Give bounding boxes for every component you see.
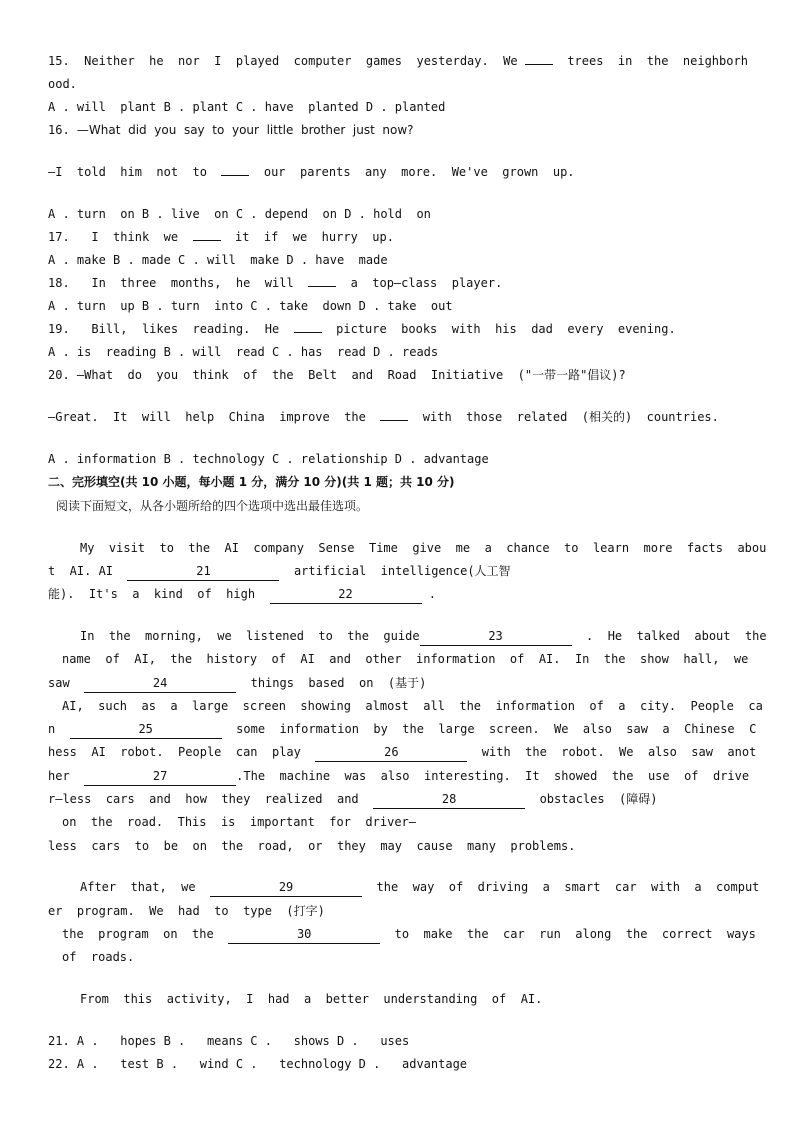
question-20-reply	[48, 408, 719, 426]
question-15-options: A . will plant B . plant C . have planted D . planted	[48, 100, 446, 114]
section-heading: 二、完形填空(共 10 小题，每小题 1 分，满分 10 分)(共 1 题；共 10 分)	[48, 475, 455, 489]
stem-text: trees in the neighborh	[567, 54, 748, 68]
passage-line	[48, 674, 426, 693]
question-number: 18.	[48, 276, 70, 290]
blank-26: 26	[315, 743, 467, 762]
stem-text: it if we hurry up.	[234, 230, 394, 244]
answer-blank	[294, 332, 322, 333]
passage-line: name of AI, the history of AI and other information of AI. In the show hall, we	[62, 652, 749, 666]
passage-line	[80, 627, 767, 646]
stem-text: —Great. It will help China improve the	[48, 410, 366, 424]
stem-text: I think we	[91, 230, 179, 244]
blank-22: 22	[270, 585, 422, 604]
question-number: 15.	[48, 54, 70, 68]
passage-line	[80, 878, 759, 897]
question-19-options: A . is reading B . will read C . has read D . reads	[48, 345, 439, 359]
passage-line	[48, 743, 756, 762]
question-17-options: A . make B . made C . will make D . have made	[48, 253, 388, 267]
passage-text: the program on the	[62, 927, 214, 941]
passage-line	[48, 767, 749, 786]
question-18-options: A . turn up B . turn into C . take down D . take out	[48, 299, 453, 313]
passage-text: things based on (基于)	[250, 676, 427, 690]
passage-line	[62, 925, 756, 944]
passage-text: In the morning, we listened to the guide	[80, 629, 420, 643]
passage-line	[48, 790, 658, 809]
passage-line: of roads.	[62, 950, 135, 964]
passage-text: some information by the large screen. We also saw a Chinese C	[236, 722, 757, 736]
passage-text: .	[428, 587, 436, 601]
question-number: 17.	[48, 230, 70, 244]
stem-text: a top—class player.	[350, 276, 503, 290]
blank-25: 25	[70, 720, 222, 739]
question-19-stem	[48, 320, 676, 338]
passage-text: . He talked about the	[586, 629, 767, 643]
passage-text: artificial intelligence(人工智	[293, 564, 511, 578]
stem-text: picture books with his dad every evening.	[336, 322, 676, 336]
passage-line: My visit to the AI company Sense Time give me a chance to learn more facts abou	[80, 541, 767, 555]
passage-text: n	[48, 722, 56, 736]
passage-text: her	[48, 769, 70, 783]
stem-text: our parents any more. We've grown up.	[263, 165, 575, 179]
question-16-options: A . turn on B . live on C . depend on D . hold on	[48, 207, 431, 221]
passage-text: to make the car run along the correct ways	[394, 927, 756, 941]
passage-line	[48, 585, 436, 604]
stem-text: —I told him not to	[48, 165, 207, 179]
passage-text: 能). It's a kind of high	[48, 587, 256, 601]
stem-text: with those related (相关的) countries.	[422, 410, 719, 424]
question-number: 16.	[48, 123, 70, 137]
passage-text: r—less cars and how they realized and	[48, 792, 359, 806]
question-16-stem	[48, 121, 414, 139]
question-20-options: A . information B . technology C . relationship D . advantage	[48, 452, 489, 466]
question-17-stem	[48, 228, 394, 246]
blank-30: 30	[228, 925, 380, 944]
passage-line	[48, 562, 511, 581]
stem-text: Neither he nor I played computer games yesterday. We	[84, 54, 518, 68]
answer-blank	[525, 64, 553, 65]
answer-blank	[221, 175, 249, 176]
section-instruction: 阅读下面短文，从各小题所给的四个选项中选出最佳选项。	[56, 499, 369, 513]
question-21-options: 21. A . hopes B . means C . shows D . uses	[48, 1034, 410, 1048]
question-20-stem	[48, 366, 626, 384]
passage-line: less cars to be on the road, or they may cause many problems.	[48, 839, 576, 853]
passage-text: with the robot. We also saw anot	[481, 745, 757, 759]
question-number: 20.	[48, 368, 70, 382]
stem-text: —What do you think of the Belt and Road Initiative ("一带一路"倡议)?	[76, 368, 626, 382]
blank-28: 28	[373, 790, 525, 809]
passage-text: hess AI robot. People can play	[48, 745, 301, 759]
stem-text: In three months, he will	[91, 276, 294, 290]
passage-text: the way of driving a smart car with a comput	[376, 880, 760, 894]
passage-line	[48, 720, 756, 739]
question-16-reply	[48, 163, 575, 181]
passage-text: .The machine was also interesting. It showed the use of drive	[236, 769, 750, 783]
answer-blank	[380, 420, 408, 421]
passage-text: obstacles (障碍)	[539, 792, 658, 806]
passage-text: After that, we	[80, 880, 196, 894]
blank-24: 24	[84, 674, 236, 693]
question-15-stem-cont: ood.	[48, 77, 77, 91]
question-22-options: 22. A . test B . wind C . technology D . advantage	[48, 1057, 468, 1071]
question-18-stem	[48, 274, 502, 292]
passage-line: er program. We had to type (打字)	[48, 904, 325, 918]
passage-line: From this activity, I had a better understanding of AI.	[80, 992, 543, 1006]
stem-text: —What did you say to your little brother just now?	[76, 123, 414, 137]
answer-blank	[308, 286, 336, 287]
question-number: 19.	[48, 322, 70, 336]
blank-27: 27	[84, 767, 236, 786]
passage-text: t AI. AI	[48, 564, 114, 578]
question-15-stem	[48, 52, 748, 70]
passage-text: saw	[48, 676, 70, 690]
answer-blank	[193, 240, 221, 241]
blank-23: 23	[420, 627, 572, 646]
passage-line: AI, such as a large screen showing almost all the information of a city. People ca	[62, 699, 763, 713]
stem-text: Bill, likes reading. He	[91, 322, 280, 336]
blank-29: 29	[210, 878, 362, 897]
blank-21: 21	[127, 562, 279, 581]
passage-line: on the road. This is important for driver—	[62, 815, 417, 829]
